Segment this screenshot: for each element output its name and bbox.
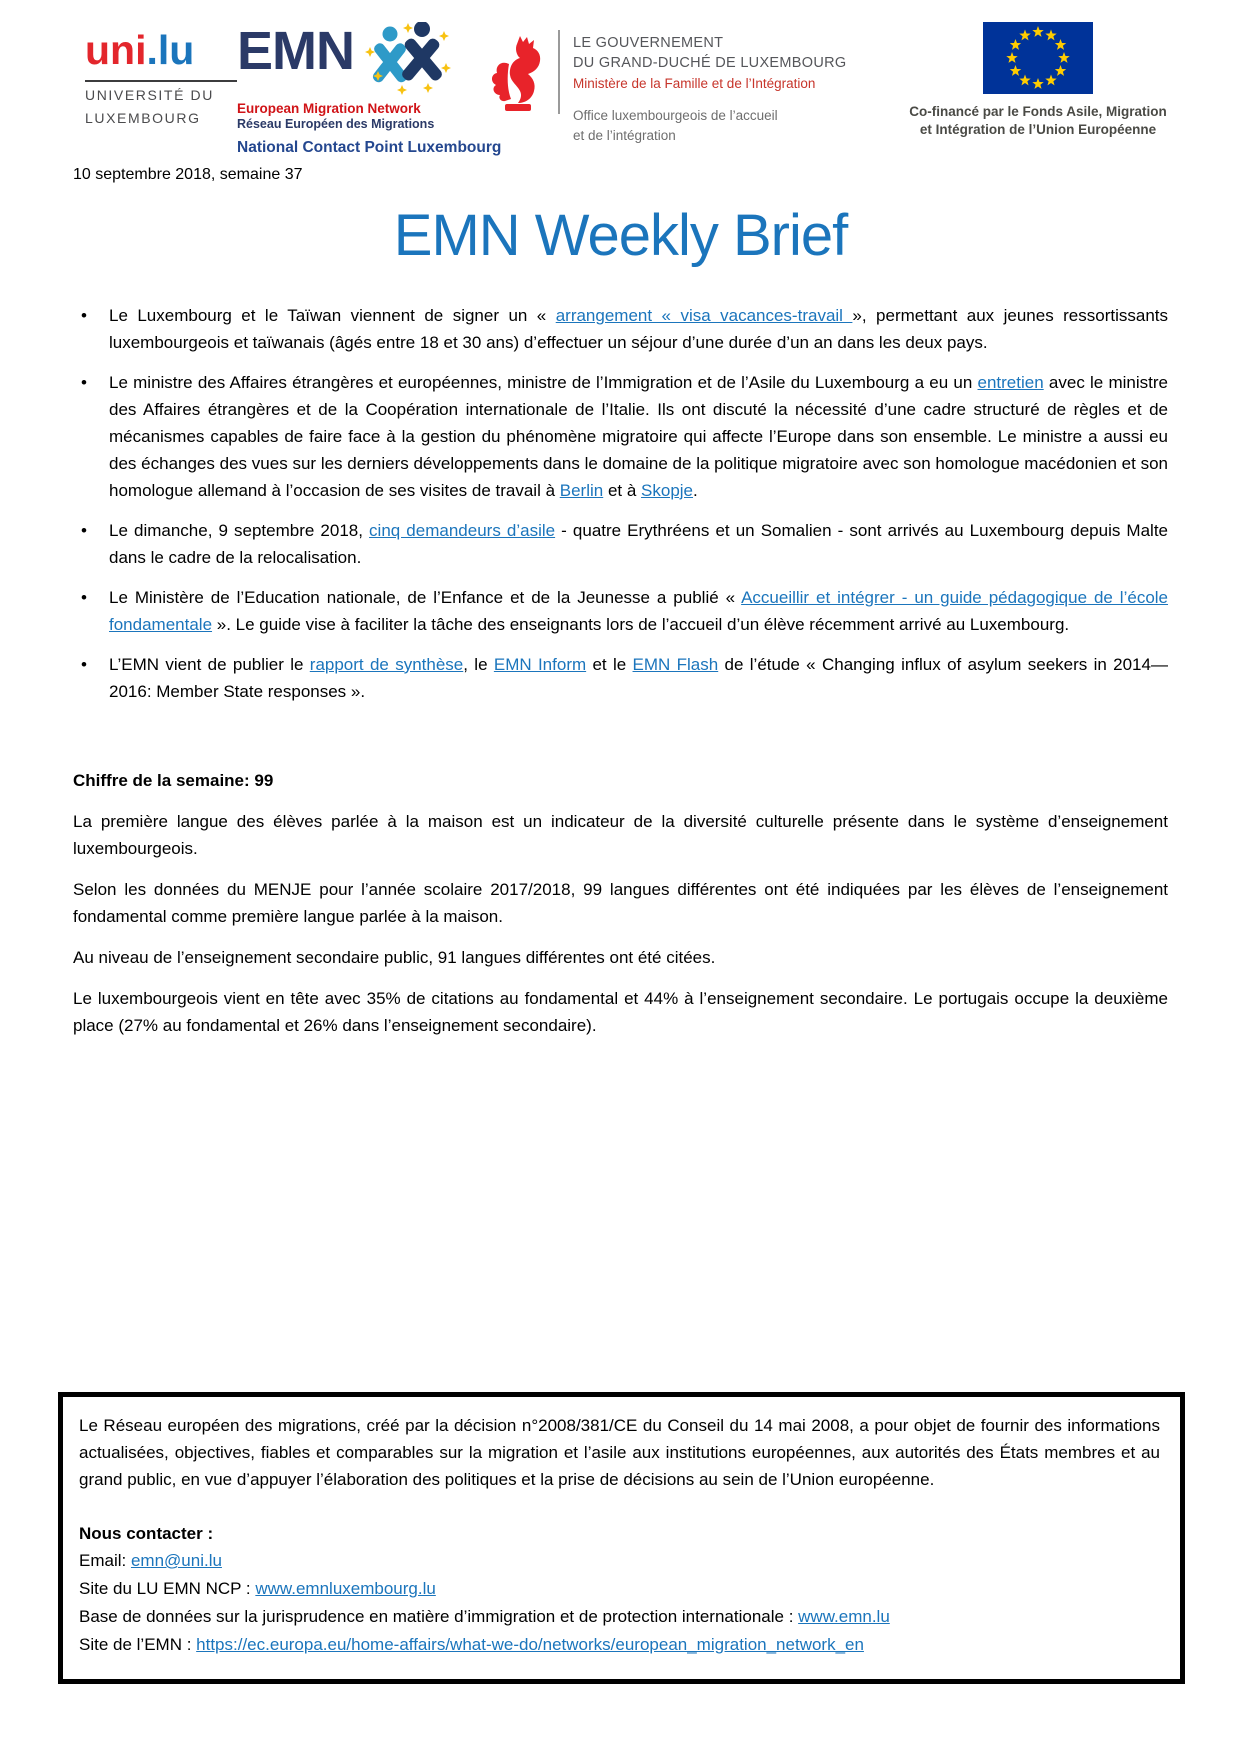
text-run: Le ministre des Affaires étrangères et européennes, ministre de l’Immigration et de l’Asile du Luxembourg a eu un	[109, 372, 978, 392]
emn-tagline-en: European Migration Network	[237, 101, 421, 116]
gov-logo	[487, 28, 846, 146]
paragraph: Selon les données du MENJE pour l’année scolaire 2017/2018, 99 langues différentes ont été indiquées par les élèves de l’enseignement fondamental comme première langue parlée à la maison.	[73, 879, 1168, 926]
text-link[interactable]: arrangement « visa vacances-travail	[555, 305, 853, 325]
unilu-wordmark-blue: .lu	[146, 27, 195, 73]
text-link[interactable]: EMN Inform	[493, 654, 587, 674]
text-run: Le dimanche, 9 septembre 2018,	[109, 520, 370, 540]
text-link[interactable]: https://ec.europa.eu/home-affairs/what-we-do/networks/european_migration_network_en	[196, 1635, 864, 1654]
lion-icon	[487, 28, 545, 116]
date-line: 10 septembre 2018, semaine 37	[73, 166, 303, 183]
gov-line-1: LE GOUVERNEMENT	[573, 35, 724, 51]
about-emn-paragraph: Le Réseau européen des migrations, créé par la décision n°2008/381/CE du Conseil du 14 mai 2008, a pour objet de fournir des informations actualisées, objectives, fiables et comparables sur la migration et l’asile aux institutions européennes, aux autorités des États membres et au grand public, en vue d’appuyer l’élaboration des politiques et la prise de décisions au sein de l’Union européenne.	[79, 1416, 1160, 1489]
text-run: Le Luxembourg et le Taïwan viennent de signer un «	[109, 305, 556, 325]
text-run: Site de l’EMN :	[79, 1635, 197, 1654]
gov-line-2: DU GRAND-DUCHÉ DE LUXEMBOURG	[573, 55, 847, 72]
text-link[interactable]: cinq demandeurs d’asile	[369, 520, 556, 540]
section-heading: Chiffre de la semaine: 99	[73, 770, 274, 790]
text-run: - quatre Erythréens et un Somalien - sont arrivés au Luxembourg depuis Malte dans le cadre de la relocalisation.	[109, 520, 1168, 567]
bullet-item	[73, 584, 1168, 638]
text-run: avec le ministre des Affaires étrangères et de la Coopération internationale de l’Italie. Ils ont discuté la nécessité d’une cadre structuré de règles et de mécanismes capables de faire face à la gestion du phénomène migratoire qui affecte l’Europe dans son ensemble. Le ministre a aussi eu des échanges des vues sur les derniers développements dans le domaine de la politique migratoire avec son homologue macédonien et son homologue allemand à l’occasion de ses visites de travail à	[109, 372, 1168, 500]
text-link[interactable]: www.emnluxembourg.lu	[255, 1579, 436, 1598]
unilu-wordmark-red: uni	[85, 27, 147, 73]
text-run: L’EMN vient de publier le	[109, 654, 310, 674]
text-run: Le Ministère de l’Education nationale, de l’Enfance et de la Jeunesse a publié «	[109, 587, 742, 607]
text-link[interactable]: emn@uni.lu	[130, 1551, 222, 1570]
emn-acronym: EMN	[237, 21, 354, 81]
unilu-logo	[85, 27, 247, 127]
text-run: Email:	[79, 1551, 131, 1570]
news-bullet-list	[73, 302, 1168, 705]
page-title: EMN Weekly Brief	[393, 203, 848, 268]
emn-logo	[237, 21, 502, 157]
gov-divider	[558, 30, 560, 114]
contact-heading: Nous contacter :	[79, 1524, 214, 1543]
unilu-subtitle-2: LUXEMBOURG	[85, 109, 201, 126]
text-run: ». Le guide vise à faciliter la tâche des enseignants lors de l’accueil d’un élève récemment arrivé au Luxembourg.	[212, 614, 1070, 634]
gov-office-1: Office luxembourgeois de l’accueil	[573, 107, 778, 123]
paragraph: Le luxembourgeois vient en tête avec 35% de citations au fondamental et 44% à l’enseignement secondaire. Le portugais occupe la deuxième place (27% au fondamental et 26% dans l’enseignement secondaire).	[73, 988, 1168, 1035]
text-run: et à	[603, 480, 642, 500]
gov-office-2: et de l’intégration	[573, 127, 676, 143]
text-run: , le	[463, 654, 494, 674]
text-link[interactable]: rapport de synthèse	[309, 654, 464, 674]
eu-caption-1: Co-financé par le Fonds Asile, Migration	[909, 104, 1167, 119]
emn-tagline-fr: Réseau Européen des Migrations	[237, 117, 435, 131]
paragraph: La première langue des élèves parlée à la maison est un indicateur de la diversité culturelle présente dans le système d’enseignement luxembourgeois.	[73, 811, 1168, 858]
text-run: Site du LU EMN NCP :	[79, 1579, 256, 1598]
text-run: Base de données sur la jurisprudence en matière d’immigration et de protection internationale :	[79, 1607, 799, 1626]
contact-line-caselaw-db	[79, 1603, 1160, 1631]
info-box	[58, 1392, 1185, 1684]
text-run: .	[693, 480, 698, 500]
unilu-subtitle-1: UNIVERSITÉ DU	[85, 87, 214, 103]
bullet-item	[73, 369, 1168, 504]
main-content	[73, 302, 1168, 1039]
eu-cofinance-logo	[888, 22, 1188, 139]
gov-ministry: Ministère de la Famille et de l’Intégration	[573, 75, 816, 91]
contact-line-email	[79, 1547, 1160, 1575]
eu-flag-icon	[983, 22, 1093, 94]
unilu-wordmark	[85, 27, 247, 73]
bullet-item	[73, 517, 1168, 571]
text-link[interactable]: entretien	[977, 372, 1044, 392]
bullet-item	[73, 302, 1168, 356]
text-link[interactable]: www.emn.lu	[798, 1607, 890, 1626]
emn-ncp-label: National Contact Point Luxembourg	[237, 139, 502, 156]
text-link[interactable]: Berlin	[559, 480, 604, 500]
header	[0, 0, 1241, 156]
contact-line-ncp-site	[79, 1575, 1160, 1603]
text-run: », permettant aux jeunes ressortissants luxembourgeois et taïwanais (âgés entre 18 et 30 ans) d’effectuer un séjour d’une durée d’un an dans les deux pays.	[109, 305, 1169, 352]
text-run: et le	[586, 654, 633, 674]
bullet-item	[73, 651, 1168, 705]
unilu-divider	[85, 80, 237, 82]
contact-line-emn-site	[79, 1631, 1160, 1659]
text-link[interactable]: EMN Flash	[632, 654, 719, 674]
text-link[interactable]: Skopje	[641, 480, 694, 500]
paragraph: Au niveau de l’enseignement secondaire public, 91 langues différentes ont été citées.	[73, 947, 716, 967]
eu-caption-2: et Intégration de l’Union Européenne	[919, 122, 1157, 138]
emn-stars-figures-icon	[356, 22, 456, 100]
text-run: de l’étude « Changing influx of asylum seekers in 2014—2016: Member State responses ».	[109, 654, 1168, 701]
text-link[interactable]: Accueillir et intégrer - un guide pédagogique de l’école fondamentale	[109, 587, 1169, 634]
